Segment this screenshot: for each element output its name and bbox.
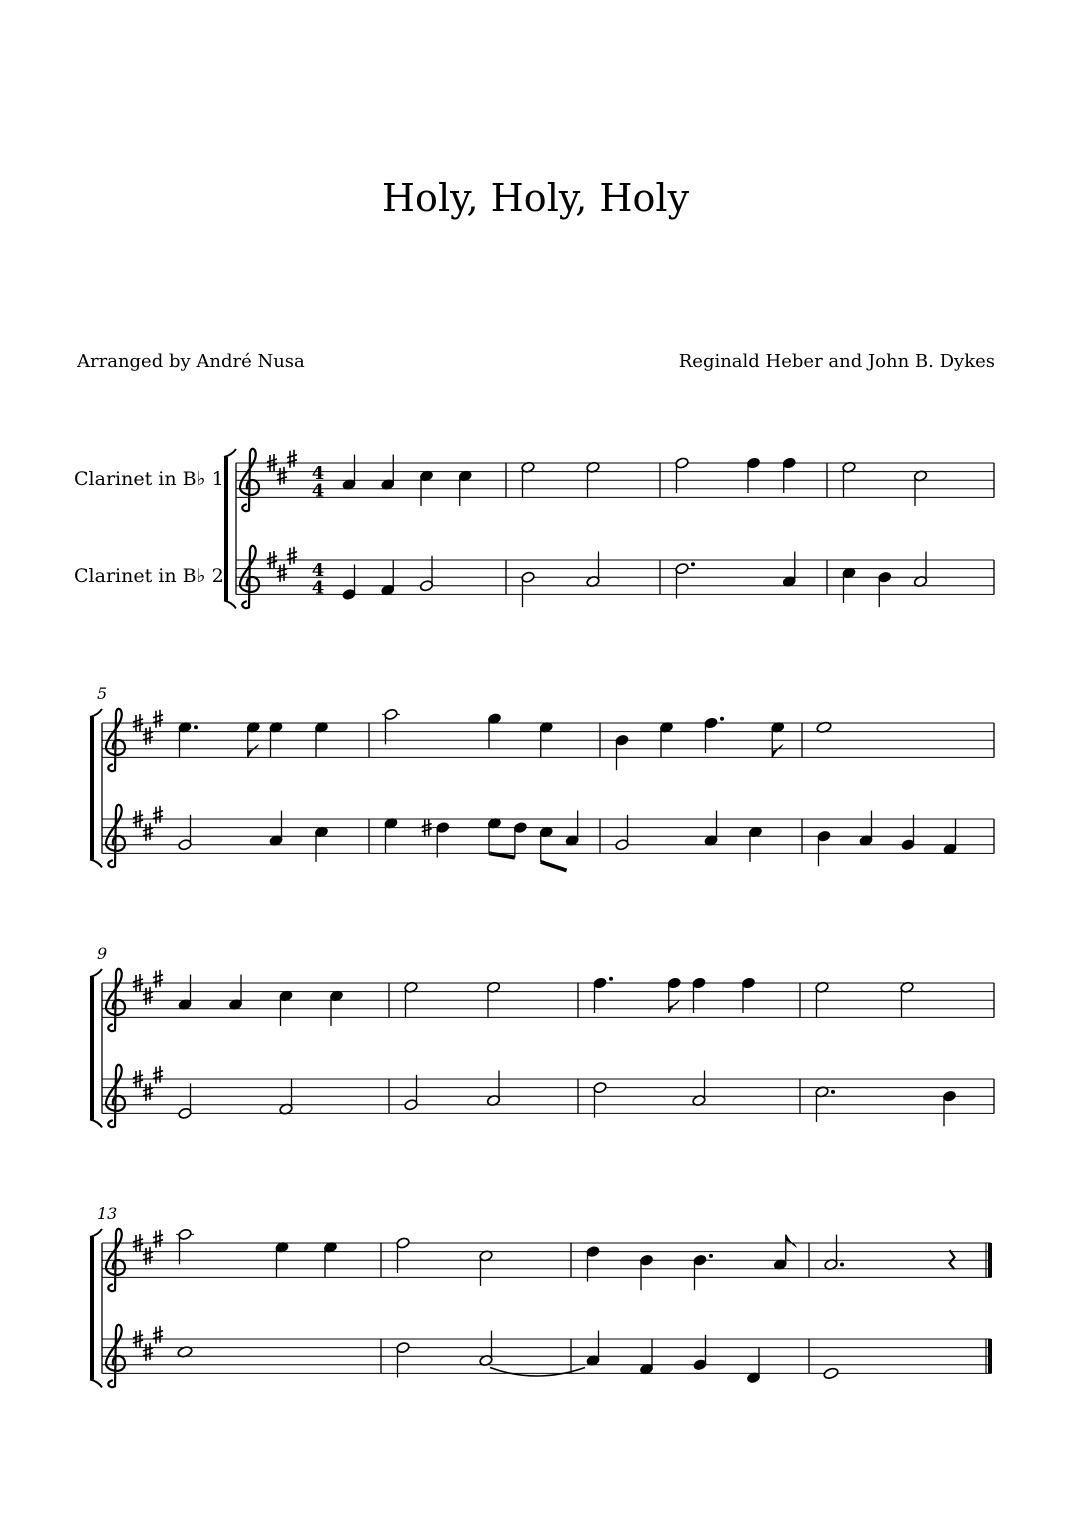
note bbox=[692, 1071, 706, 1107]
eighth-flag-icon bbox=[248, 745, 258, 757]
augmentation-dot bbox=[709, 1254, 713, 1258]
eighth-flag-icon bbox=[772, 745, 782, 757]
note bbox=[659, 721, 673, 757]
note bbox=[593, 977, 613, 1013]
note bbox=[178, 975, 192, 1011]
note bbox=[279, 1079, 293, 1115]
note bbox=[342, 564, 356, 600]
eighth-flag-icon bbox=[786, 1235, 796, 1247]
sharp-icon bbox=[143, 823, 153, 841]
augmentation-dot bbox=[840, 1263, 844, 1267]
treble-clef-icon bbox=[106, 709, 125, 771]
measure-number-13: 13 bbox=[97, 1204, 118, 1223]
note bbox=[593, 1082, 607, 1118]
beam bbox=[541, 862, 567, 871]
note bbox=[615, 734, 629, 770]
note bbox=[782, 457, 796, 493]
note bbox=[486, 981, 500, 1017]
system-bracket-bottom bbox=[90, 859, 102, 867]
score-title: Holy, Holy, Holy bbox=[381, 176, 690, 220]
note bbox=[269, 811, 283, 847]
sharp-icon bbox=[153, 1326, 163, 1344]
note bbox=[479, 1250, 493, 1286]
note bbox=[396, 1342, 410, 1378]
sharp-icon bbox=[143, 1247, 153, 1265]
sharp-icon bbox=[153, 710, 163, 728]
note bbox=[615, 815, 629, 851]
note bbox=[246, 721, 260, 757]
note bbox=[815, 1086, 835, 1122]
note bbox=[539, 826, 553, 862]
note bbox=[746, 457, 760, 493]
note bbox=[586, 1331, 600, 1367]
note bbox=[817, 830, 831, 866]
system-2 bbox=[90, 708, 994, 870]
note bbox=[639, 1339, 653, 1375]
system-bracket-top bbox=[90, 709, 102, 717]
notehead bbox=[823, 1367, 839, 1380]
note bbox=[381, 560, 395, 596]
note bbox=[693, 1335, 707, 1371]
note bbox=[675, 562, 695, 598]
treble-clef-icon bbox=[106, 1325, 125, 1387]
system-bracket-top bbox=[224, 449, 236, 457]
time-signature-numerator: 4 bbox=[311, 560, 325, 582]
note bbox=[381, 455, 395, 491]
note bbox=[396, 1237, 410, 1273]
treble-clef-icon bbox=[106, 805, 125, 867]
system-3 bbox=[90, 969, 994, 1128]
measure-number-9: 9 bbox=[97, 944, 108, 963]
note bbox=[704, 717, 724, 753]
note bbox=[692, 977, 706, 1013]
eighth-flag-icon bbox=[669, 1001, 679, 1013]
note bbox=[458, 470, 472, 506]
treble-clef-icon bbox=[106, 969, 125, 1031]
note bbox=[639, 1254, 653, 1290]
note bbox=[913, 470, 927, 506]
note bbox=[314, 826, 328, 862]
note bbox=[675, 457, 689, 493]
sharp-icon bbox=[287, 547, 297, 565]
note bbox=[342, 455, 356, 491]
sharp-icon bbox=[153, 970, 163, 988]
note bbox=[842, 567, 856, 603]
time-signature-denominator: 4 bbox=[311, 480, 325, 502]
note bbox=[479, 1331, 585, 1377]
note bbox=[487, 713, 501, 749]
note bbox=[279, 990, 293, 1026]
note bbox=[275, 1241, 289, 1277]
note bbox=[901, 815, 915, 851]
final-barline bbox=[988, 1339, 992, 1373]
note bbox=[748, 826, 762, 862]
note bbox=[693, 1254, 713, 1290]
note bbox=[178, 815, 192, 851]
note bbox=[943, 819, 957, 855]
note bbox=[176, 1228, 194, 1264]
system-bracket bbox=[224, 457, 228, 600]
augmentation-dot bbox=[609, 977, 613, 981]
note bbox=[323, 1241, 337, 1277]
note bbox=[419, 556, 433, 592]
augmentation-dot bbox=[720, 717, 724, 721]
system-bracket bbox=[90, 1237, 94, 1379]
treble-clef-icon bbox=[106, 1065, 125, 1127]
sharp-icon bbox=[277, 467, 287, 485]
time-signature-denominator: 4 bbox=[311, 577, 325, 599]
note bbox=[487, 817, 501, 853]
sharp-icon bbox=[153, 1230, 163, 1248]
note bbox=[521, 571, 535, 607]
sharp-icon bbox=[143, 1083, 153, 1101]
note bbox=[667, 977, 681, 1013]
sharp-icon bbox=[153, 1066, 163, 1084]
note bbox=[773, 1235, 796, 1271]
note bbox=[586, 552, 600, 588]
note bbox=[842, 461, 856, 497]
time-signature-numerator: 4 bbox=[311, 463, 325, 485]
arranger-credit: Arranged by André Nusa bbox=[77, 351, 305, 372]
note bbox=[586, 1246, 600, 1282]
note bbox=[823, 1367, 839, 1380]
note bbox=[704, 811, 718, 847]
note bbox=[404, 1075, 418, 1111]
note bbox=[771, 721, 785, 757]
system-bracket bbox=[90, 977, 94, 1119]
instrument-label-clarinet-2: Clarinet in B♭ 2 bbox=[74, 565, 224, 587]
sharp-icon bbox=[153, 806, 163, 824]
note bbox=[486, 1071, 500, 1107]
augmentation-dot bbox=[691, 562, 695, 566]
augmentation-dot bbox=[831, 1090, 835, 1094]
final-barline bbox=[988, 1243, 992, 1277]
note bbox=[913, 552, 927, 588]
measure-number-5: 5 bbox=[97, 684, 108, 703]
sharp-icon bbox=[143, 987, 153, 1005]
note bbox=[942, 1090, 956, 1126]
note bbox=[329, 990, 343, 1026]
system-4 bbox=[90, 1228, 992, 1387]
note bbox=[404, 981, 418, 1017]
sharp-icon bbox=[143, 1343, 153, 1361]
note bbox=[900, 981, 914, 1017]
note bbox=[565, 811, 579, 847]
note bbox=[586, 461, 600, 497]
treble-clef-icon bbox=[240, 449, 259, 511]
note bbox=[513, 822, 527, 858]
note bbox=[741, 977, 755, 1013]
treble-clef-icon bbox=[240, 546, 259, 608]
system-1 bbox=[224, 449, 994, 609]
note bbox=[782, 552, 796, 588]
system-bracket-top bbox=[90, 1229, 102, 1237]
note bbox=[746, 1348, 760, 1384]
system-bracket-bottom bbox=[224, 600, 236, 608]
note bbox=[384, 817, 398, 853]
system-bracket-bottom bbox=[90, 1379, 102, 1387]
note bbox=[521, 461, 535, 497]
composer-credit: Reginald Heber and John B. Dykes bbox=[678, 351, 995, 372]
system-bracket bbox=[90, 717, 94, 859]
instrument-label-clarinet-1: Clarinet in B♭ 1 bbox=[74, 468, 224, 490]
system-bracket-bottom bbox=[90, 1119, 102, 1127]
sharp-icon bbox=[277, 564, 287, 582]
note bbox=[824, 1235, 844, 1271]
note bbox=[422, 819, 450, 858]
note bbox=[859, 811, 873, 847]
treble-clef-icon bbox=[106, 1229, 125, 1291]
sharp-icon bbox=[143, 727, 153, 745]
system-bracket-top bbox=[90, 969, 102, 977]
note bbox=[314, 721, 328, 757]
beam bbox=[489, 853, 515, 857]
note bbox=[178, 721, 198, 757]
sharp-icon bbox=[287, 450, 297, 468]
note bbox=[382, 708, 400, 744]
note bbox=[228, 975, 242, 1011]
note bbox=[815, 981, 829, 1017]
note bbox=[269, 721, 283, 757]
note bbox=[878, 571, 892, 607]
note bbox=[539, 721, 553, 757]
note bbox=[178, 1083, 192, 1119]
note bbox=[419, 470, 433, 506]
augmentation-dot bbox=[194, 725, 198, 729]
